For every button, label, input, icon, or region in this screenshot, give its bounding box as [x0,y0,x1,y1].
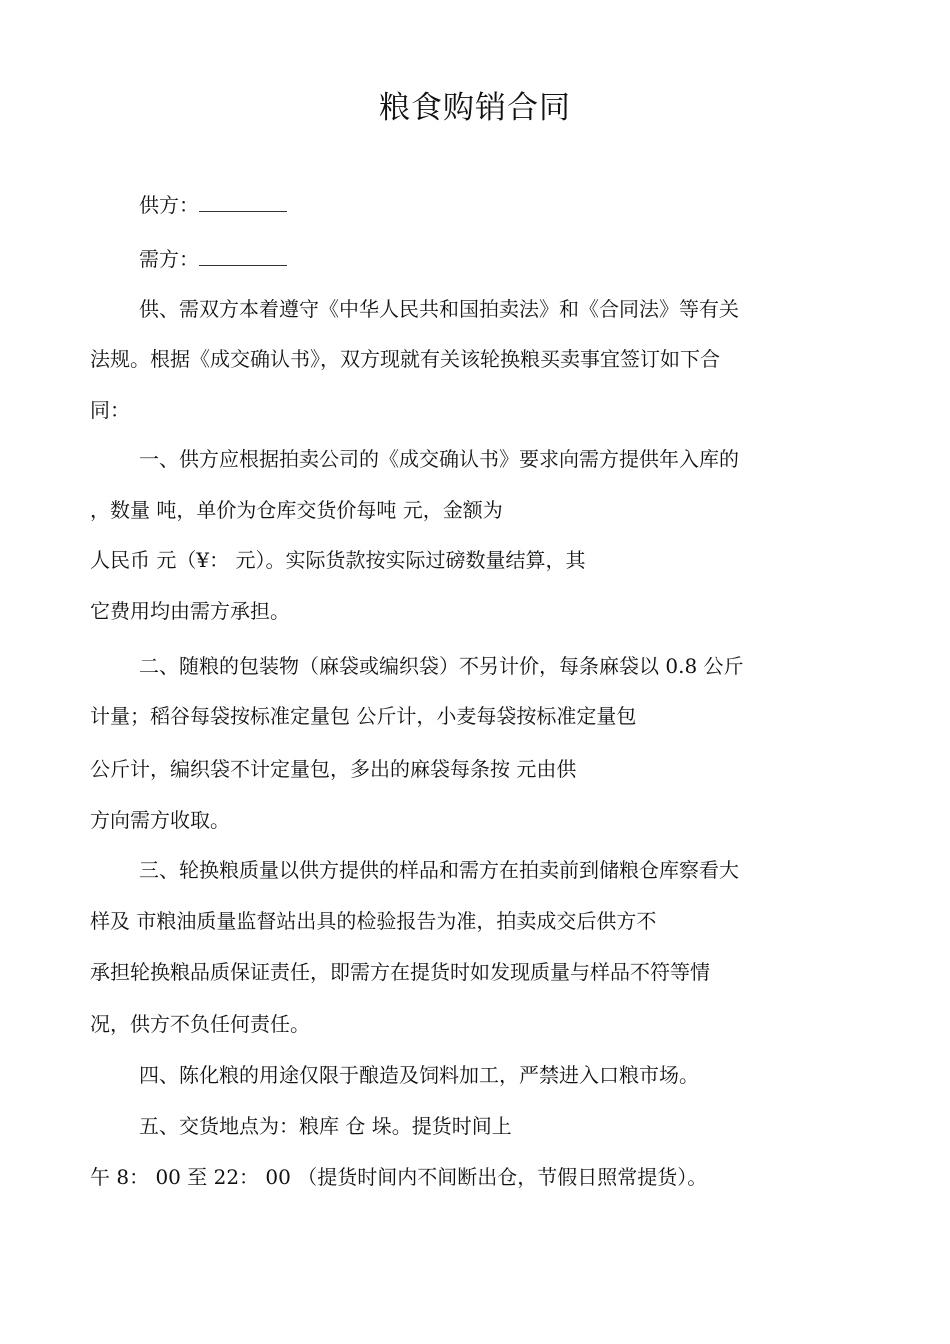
buyer-label: 需方： [139,247,199,271]
clause-1-line-2: ，数量 吨，单价为仓库交货价每吨 元，金额为 [90,498,503,522]
clause-3-line-4: 况，供方不负任何责任。 [90,1012,310,1036]
clause-3-line-1: 三、轮换粮质量以供方提供的样品和需方在拍卖前到储粮仓库察看大 [139,858,739,882]
clause-1-line-4: 它费用均由需方承担。 [90,599,290,623]
clause-3-line-3: 承担轮换粮品质保证责任，即需方在提货时如发现质量与样品不符等情 [90,960,710,984]
clause-4-line-1: 四、陈化粮的用途仅限于酿造及饲料加工，严禁进入口粮市场。 [139,1063,699,1087]
supplier-line [139,191,287,219]
clause-1-line-1: 一、供方应根据拍卖公司的《成交确认书》要求向需方提供年入库的 [139,447,739,471]
buyer-line [139,245,287,273]
clause-3-line-2: 样及 市粮油质量监督站出具的检验报告为准，拍卖成交后供方不 [90,909,657,933]
preamble-line-1: 供、需双方本着遵守《中华人民共和国拍卖法》和《合同法》等有关 [139,297,739,321]
supplier-label: 供方： [139,193,199,217]
clause-2-line-2: 计量；稻谷每袋按标准定量包 公斤计，小麦每袋按标准定量包 [90,704,637,728]
clause-5-line-2: 午 8： 00 至 22： 00 （提货时间内不间断出仓，节假日照常提货）。 [90,1165,708,1189]
preamble-line-2: 法规。根据《成交确认书》，双方现就有关该轮换粮买卖事宜签订如下合 [90,347,720,371]
clause-2-line-4: 方向需方收取。 [90,808,230,832]
preamble-line-3: 同： [90,398,130,422]
supplier-blank [199,193,287,212]
document-title: 粮食购销合同 [379,90,571,126]
buyer-blank [199,247,287,266]
clause-2-line-3: 公斤计，编织袋不计定量包，多出的麻袋每条按 元由供 [90,757,577,781]
clause-1-line-3: 人民币 元（¥： 元）。实际货款按实际过磅数量结算，其 [90,548,586,572]
clause-2-line-1: 二、随粮的包装物（麻袋或编织袋）不另计价，每条麻袋以 0.8 公斤 [139,654,744,678]
clause-5-line-1: 五、交货地点为：粮库 仓 垛。提货时间上 [139,1114,512,1138]
